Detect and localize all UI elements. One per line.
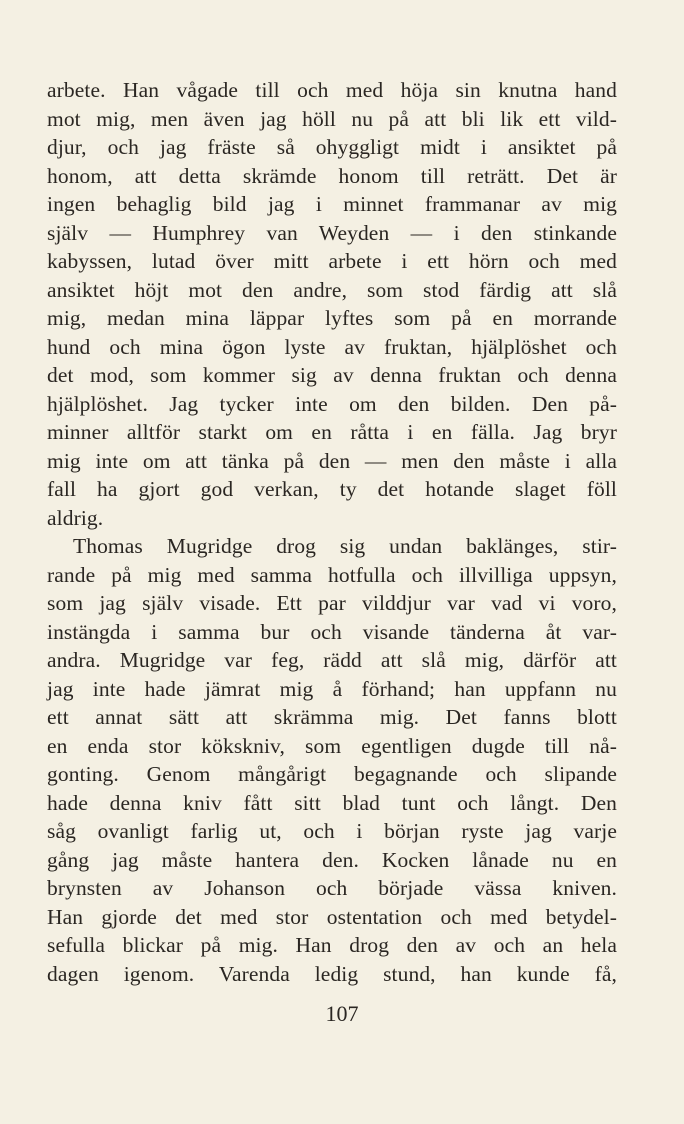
text-line: ett annat sätt att skrämma mig. Det fanns blott [47,705,617,729]
text-line: gång jag måste hantera den. Kocken lånade nu en [47,847,617,872]
body-text [47,76,617,988]
text-line: aldrig. [47,505,104,530]
text-line: honom, att detta skrämde honom till reträtt. Det är [47,163,617,188]
text-line: andra. Mugridge var feg, rädd att slå mig, därför att [47,648,617,672]
text-line: gonting. Genom mångårigt begagnande och slipande [47,762,617,786]
text-line: instängda i samma bur och visande tänderna åt var- [47,619,617,644]
text-line: arbete. Han vågade till och med höja sin knutna hand [47,78,617,102]
text-line: Thomas Mugridge drog sig undan baklänges, stir- [73,534,617,558]
text-line: en enda stor kökskniv, som egentligen dugde till nå- [47,733,617,758]
text-line: kabyssen, lutad över mitt arbete i ett hörn och med [47,249,617,273]
text-line: som jag själv visade. Ett par vilddjur var vad vi voro, [47,591,617,615]
text-line: mot mig, men även jag höll nu på att bli lik ett vild- [47,106,617,131]
text-line: det mod, som kommer sig av denna fruktan och denna [47,363,617,387]
text-line: rande på mig med samma hotfulla och illvilliga uppsyn, [47,562,617,587]
text-line: ingen behaglig bild jag i minnet frammanar av mig [47,192,617,216]
text-line: hade denna kniv fått sitt blad tunt och långt. Den [47,790,617,815]
text-line: ansiktet höjt mot den andre, som stod färdig att slå [47,277,617,302]
text-line: Han gjorde det med stor ostentation och med betydel- [47,904,617,929]
text-line: hjälplöshet. Jag tycker inte om den bilden. Den på- [47,391,617,416]
text-line: själv — Humphrey van Weyden — i den stinkande [47,220,617,245]
text-line: mig inte om att tänka på den — men den måste i alla [47,448,617,473]
text-line: brynsten av Johanson och började vässa kniven. [47,876,617,900]
page-number: 107 [325,1001,359,1026]
text-line: jag inte hade jämrat mig å förhand; han uppfann nu [47,676,617,701]
text-line: djur, och jag fräste så ohyggligt midt i ansiktet på [47,135,617,159]
text-line: sefulla blickar på mig. Han drog den av och an hela [47,933,617,957]
text-line: mig, medan mina läppar lyftes som på en morrande [47,306,617,330]
text-line: fall ha gjort god verkan, ty det hotande slaget föll [47,477,617,501]
text-line: minner alltför starkt om en råtta i en fälla. Jag bryr [47,420,617,444]
text-line: hund och mina ögon lyste av fruktan, hjälplöshet och [47,334,617,359]
text-line: dagen igenom. Varenda ledig stund, han kunde få, [47,961,617,986]
text-line: såg ovanligt farlig ut, och i början ryste jag varje [47,819,617,843]
